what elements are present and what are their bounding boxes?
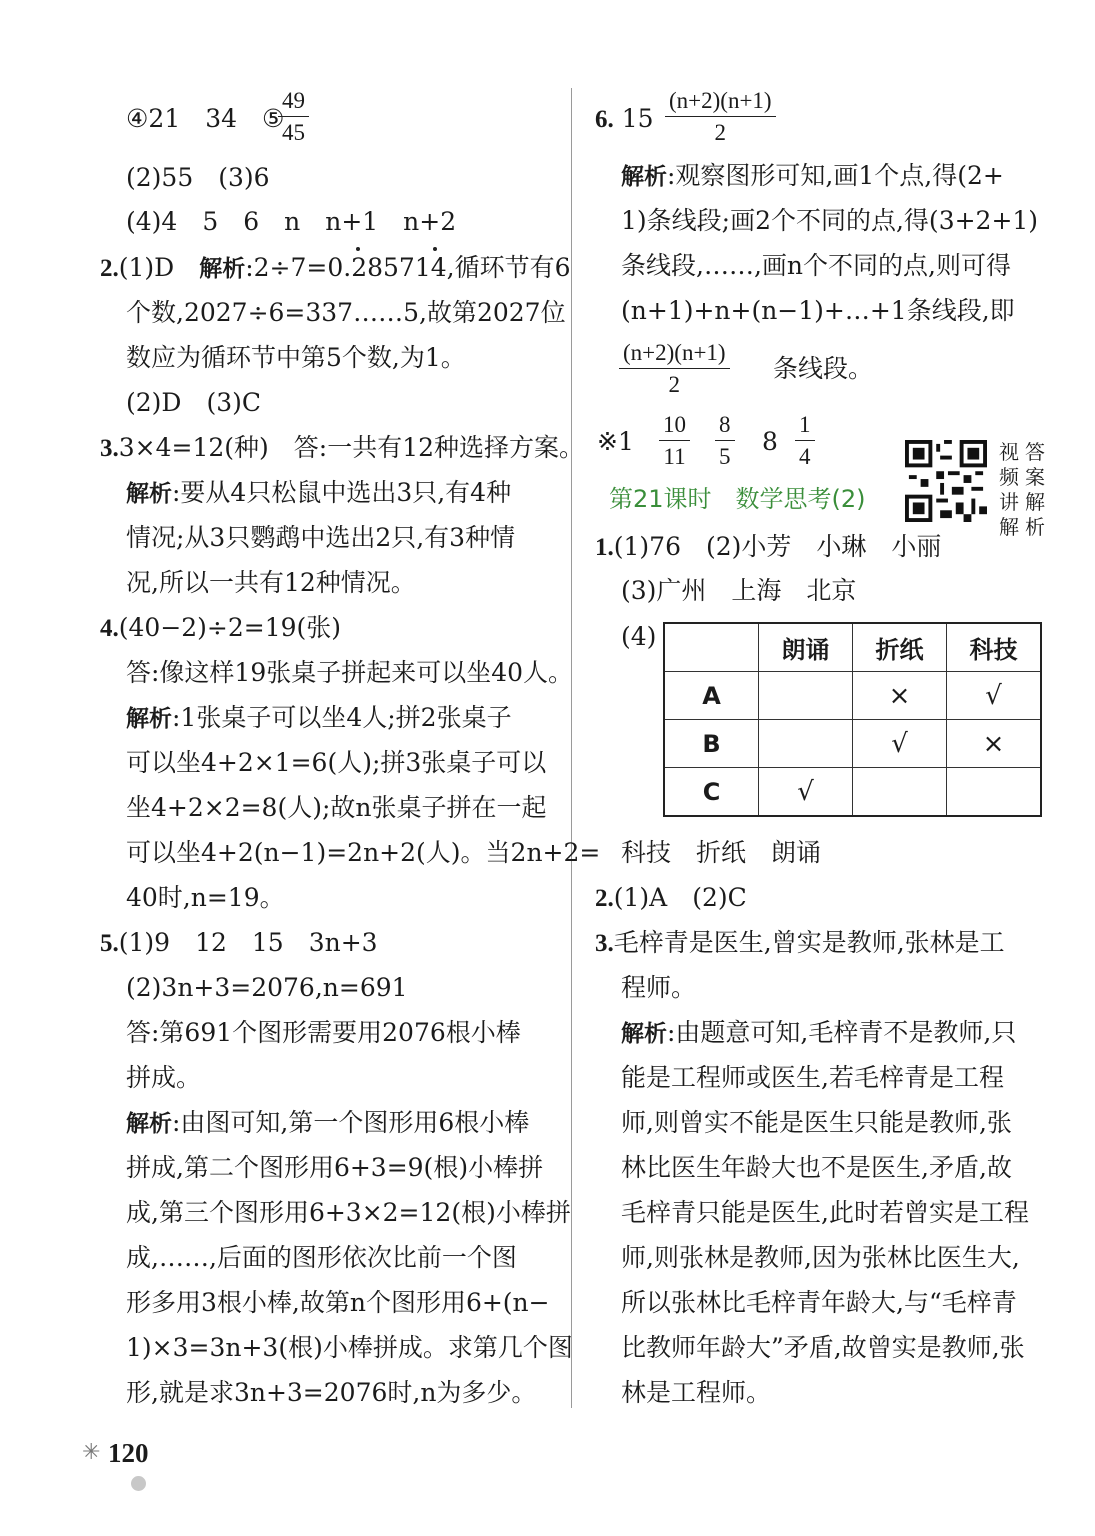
table-cell: √ bbox=[947, 672, 1042, 720]
answer-line: 1)条线段;画2个不同的点,得(3+2+1) bbox=[621, 206, 1039, 235]
fraction: $\frac{49}{45}$ bbox=[278, 86, 309, 149]
fraction: $\frac{1}{4}$ bbox=[795, 410, 815, 473]
answer-line: 成,……,后面的图形依次比前一个图 bbox=[126, 1243, 517, 1272]
answer-line: 可以坐4+2×1=6(人);拼3张桌子可以 bbox=[126, 748, 547, 777]
fraction: $\frac{(n+2)(n+1)}{2}$ bbox=[665, 86, 776, 149]
answer-line: (n+1)+n+(n−1)+…+1条线段,即 bbox=[621, 296, 1015, 325]
table-row bbox=[664, 768, 1041, 817]
table-cell: × bbox=[947, 720, 1042, 768]
answer-line: 拼成。 bbox=[126, 1063, 202, 1092]
answer-line: 数应为循环节中第5个数,为1。 bbox=[126, 343, 466, 372]
table-row bbox=[664, 720, 1041, 768]
analysis-line: 解析:由图可知,第一个图形用6根小棒 bbox=[126, 1108, 530, 1137]
table-header-cell: 折纸 bbox=[853, 623, 947, 672]
row-label: A bbox=[664, 672, 759, 720]
fraction: $\frac{10}{11}$ bbox=[659, 410, 690, 473]
answer-line: (2)55 (3)6 bbox=[126, 163, 270, 192]
answer-line: ④21 34 ⑤ bbox=[126, 104, 285, 133]
answer-line: 成,第三个图形用6+3×2=12(根)小棒拼 bbox=[126, 1198, 571, 1227]
answer-line: 可以坐4+2(n−1)=2n+2(人)。当2n+2= bbox=[126, 838, 601, 867]
repeat-dot bbox=[433, 247, 437, 251]
row-label: B bbox=[664, 720, 759, 768]
table-cell: × bbox=[853, 672, 947, 720]
answer-line: 条线段,……,画n个不同的点,则可得 bbox=[621, 251, 1011, 280]
answer-line: 拼成,第二个图形用6+3=9(根)小棒拼 bbox=[126, 1153, 544, 1182]
answer-line: 林比医生年龄大也不是医生,矛盾,故 bbox=[621, 1153, 1012, 1182]
table-header-cell bbox=[664, 623, 759, 672]
problem-1: 1.(1)76 (2)小芳 小琳 小丽 bbox=[595, 532, 942, 561]
answer-line: (2)3n+3=2076,n=691 bbox=[126, 973, 408, 1002]
analysis-line: 解析:观察图形可知,画1个点,得(2+ bbox=[621, 161, 1004, 190]
answer-line: (4) bbox=[621, 622, 657, 651]
table-header-cell: 科技 bbox=[947, 623, 1042, 672]
row-label: C bbox=[664, 768, 759, 817]
answer-line: 形多用3根小棒,故第n个图形用6+(n− bbox=[126, 1288, 550, 1317]
question-4: 4.(40−2)÷2=19(张) bbox=[100, 613, 342, 642]
answer-line: 1)×3=3n+3(根)小棒拼成。求第几个图 bbox=[126, 1333, 573, 1362]
table-cell bbox=[853, 768, 947, 817]
answer-line: 比教师年龄大”矛盾,故曾实是教师,张 bbox=[621, 1333, 1025, 1362]
answer-line: 答:第691个图形需要用2076根小棒 bbox=[126, 1018, 521, 1047]
answer-line: 科技 折纸 朗诵 bbox=[621, 838, 822, 867]
decorative-dot bbox=[131, 1476, 146, 1491]
analysis-line: 解析:要从4只松鼠中选出3只,有4种 bbox=[126, 478, 512, 507]
answer-line: 况,所以一共有12种情况。 bbox=[126, 568, 416, 597]
answer-line: 林是工程师。 bbox=[621, 1378, 772, 1407]
answer-line: (3)广州 上海 北京 bbox=[621, 576, 857, 605]
problem-2: 2.(1)A (2)C bbox=[595, 883, 747, 912]
qr-label: 视 频 讲 解 bbox=[999, 440, 1019, 539]
table-cell bbox=[759, 672, 853, 720]
column-divider bbox=[571, 88, 572, 1408]
fraction: $\frac{(n+2)(n+1)}{2}$ bbox=[619, 338, 730, 401]
answer-line: 40时,n=19。 bbox=[126, 883, 285, 912]
answer-line: 师,则张林是教师,因为张林比医生大, bbox=[621, 1243, 1020, 1272]
question-3: 3.3×4=12(种) 答:一共有12种选择方案。 bbox=[100, 433, 585, 462]
problem-3: 3.毛梓青是医生,曾实是教师,张林是工 bbox=[595, 928, 1005, 957]
answer-line: 能是工程师或医生,若毛梓青是工程 bbox=[621, 1063, 1004, 1092]
answer-line: 情况;从3只鹦鹉中选出2只,有3种情 bbox=[126, 523, 516, 552]
answer-line: (2)D (3)C bbox=[126, 388, 261, 417]
table-header-cell: 朗诵 bbox=[759, 623, 853, 672]
table-cell: √ bbox=[759, 768, 853, 817]
star-icon: ✳ bbox=[82, 1440, 101, 1465]
table-cell bbox=[947, 768, 1042, 817]
question-6: 6. 15 bbox=[595, 104, 654, 133]
table-row bbox=[664, 672, 1041, 720]
repeat-dot bbox=[356, 247, 360, 251]
qr-label: 答 案 解 析 bbox=[1025, 440, 1045, 539]
question-5: 5.(1)9 12 15 3n+3 bbox=[100, 928, 378, 957]
answer-line: (4)4 5 6 n n+1 n+2 bbox=[126, 207, 457, 236]
page-number: 120 bbox=[108, 1438, 149, 1468]
answer-line: 师,则曾实不能是医生只能是教师,张 bbox=[621, 1108, 1012, 1137]
table-header-row bbox=[664, 623, 1041, 672]
answer-line: 毛梓青只能是医生,此时若曾实是工程 bbox=[621, 1198, 1029, 1227]
lesson-heading: 第21课时 数学思考(2) bbox=[609, 485, 866, 513]
answer-line: 所以张林比毛梓青年龄大,与“毛梓青 bbox=[621, 1288, 1017, 1317]
qr-code-icon[interactable] bbox=[905, 440, 987, 522]
answer-line: 形,就是求3n+3=2076时,n为多少。 bbox=[126, 1378, 537, 1407]
table-cell: √ bbox=[853, 720, 947, 768]
table-cell bbox=[759, 720, 853, 768]
answer-table bbox=[663, 622, 1042, 817]
answer-line: 条线段。 bbox=[773, 354, 874, 383]
fraction: $\frac{8}{5}$ bbox=[715, 410, 735, 473]
question-7-mark: ※1 bbox=[597, 427, 634, 456]
answer-line: 答:像这样19张桌子拼起来可以坐40人。 bbox=[126, 658, 574, 687]
answer-line: 程师。 bbox=[621, 973, 697, 1002]
analysis-line: 解析:由题意可知,毛梓青不是教师,只 bbox=[621, 1018, 1017, 1047]
answer-line: 个数,2027÷6=337……5,故第2027位 bbox=[126, 298, 566, 327]
answer-line: 8 bbox=[762, 427, 778, 456]
answer-line: 坐4+2×2=8(人);故n张桌子拼在一起 bbox=[126, 793, 547, 822]
analysis-line: 解析:1张桌子可以坐4人;拼2张桌子 bbox=[126, 703, 512, 732]
question-2: 2.(1)D 解析:2÷7=0.285714,循环节有6 bbox=[100, 253, 571, 282]
